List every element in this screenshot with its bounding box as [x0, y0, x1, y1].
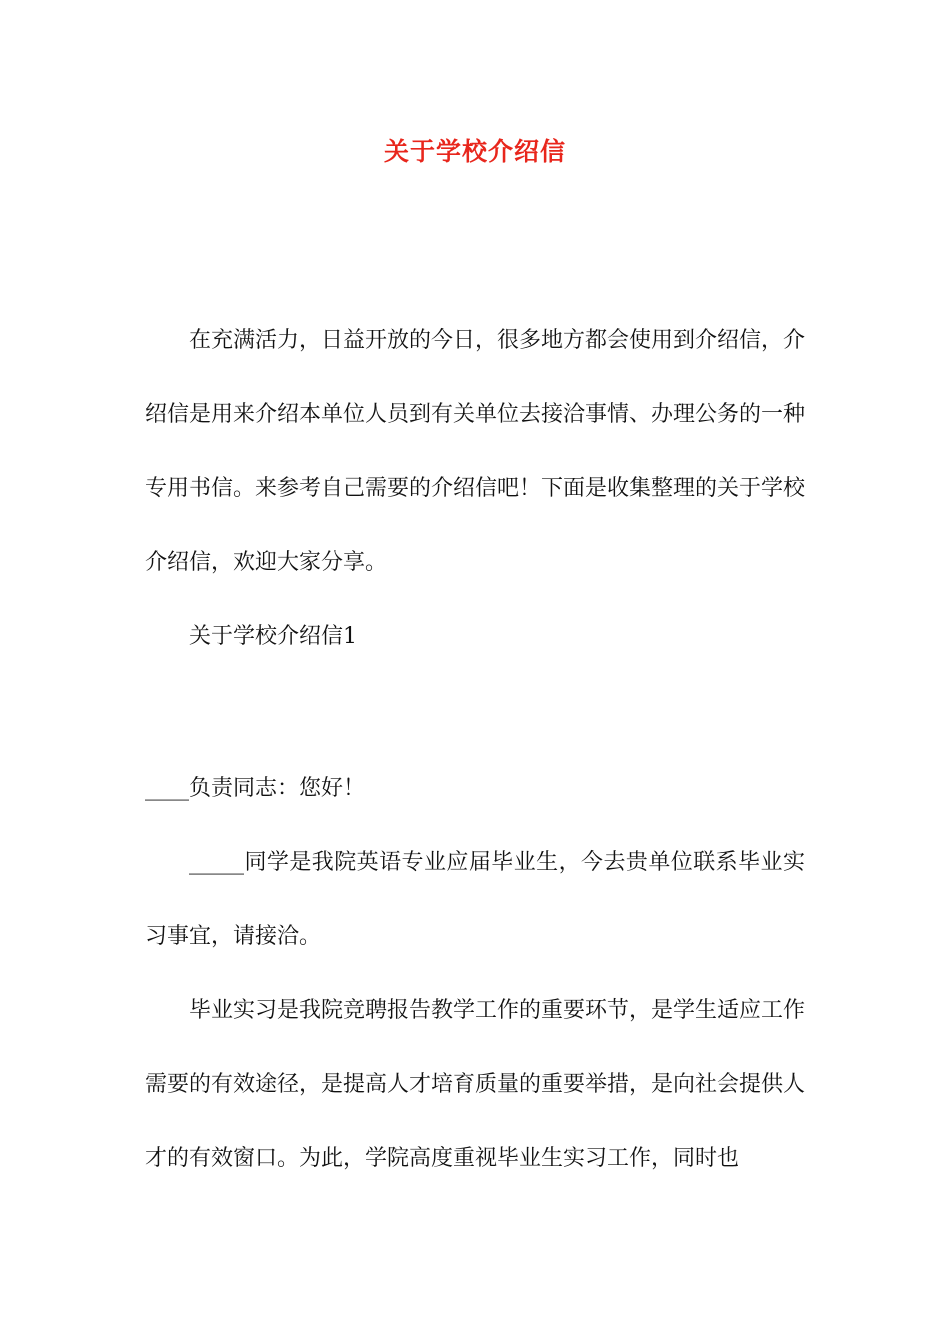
salutation: ____负责同志：您好！	[145, 776, 366, 801]
section-heading: 关于学校介绍信1	[189, 624, 357, 649]
letter-paragraph-1: _____同学是我院英语专业应届毕业生，今去贵单位联系毕业实习事宜，请接洽。	[145, 850, 805, 949]
document-title: 关于学校介绍信	[383, 137, 566, 166]
letter-paragraph-2: 毕业实习是我院竞聘报告教学工作的重要环节，是学生适应工作需要的有效途径，是提高人才培育质量的重要举措，是向社会提供人才的有效窗口。为此，学院高度重视毕业生实习工作，同时也	[145, 998, 806, 1171]
intro-paragraph: 在充满活力，日益开放的今日，很多地方都会使用到介绍信，介绍信是用来介绍本单位人员到有关单位去接洽事情、办理公务的一种专用书信。来参考自己需要的介绍信吧！下面是收集整理的关于学校介绍信，欢迎大家分享。	[145, 328, 806, 575]
letter-body	[145, 752, 805, 1196]
intro-block	[145, 304, 805, 674]
